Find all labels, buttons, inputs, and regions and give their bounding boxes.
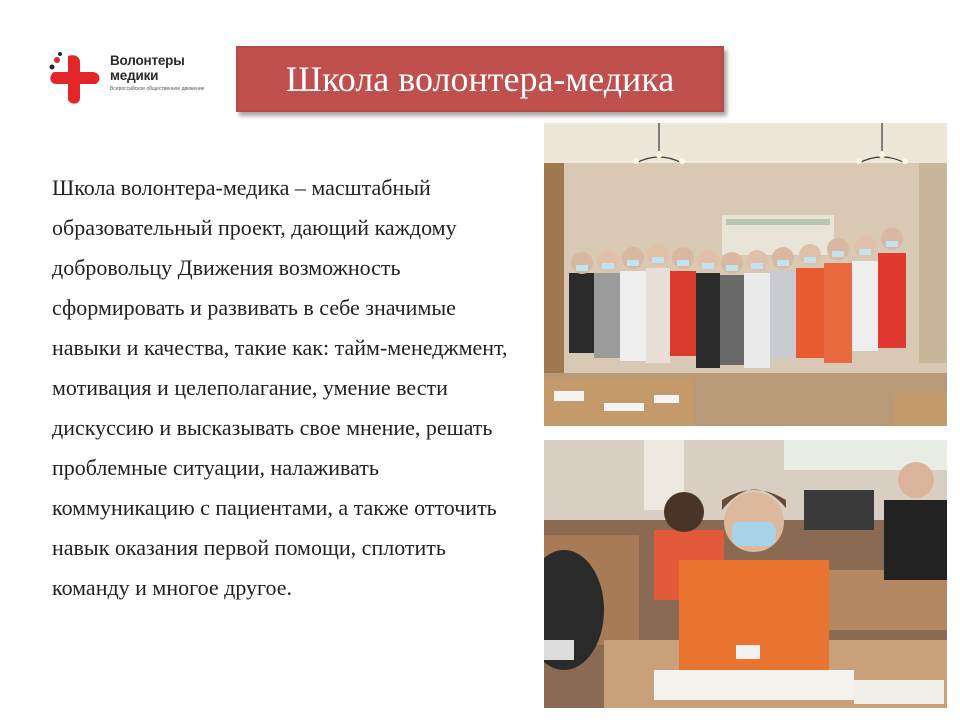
group-photo (544, 123, 947, 426)
logo-title-line1: Волонтеры (110, 53, 185, 68)
group-photo-image (544, 123, 947, 426)
classroom-photo (544, 440, 947, 708)
description-paragraph: Школа волонтера-медика – масштабный образовательный проект, дающий каждому добровольцу Движения возможность сформировать и развивать в себе значимые навыки и качества, такие как: тайм-менеджмент, мотивация и целеполагание, умение вести дискуссию и высказывать свое мнение, решать проблемные ситуации, налаживать коммуникацию с пациентами, а также отточить навык оказания первой помощи, сплотить команду и многое другое. (52, 175, 508, 600)
logo-subtitle: Всероссийское общественное движение (110, 86, 205, 92)
red-cross-logo-icon (48, 50, 106, 106)
logo-title-line2: медики (110, 68, 159, 83)
logo-title (110, 53, 220, 83)
page-title: Школа волонтера-медика (285, 59, 675, 99)
organization-logo (48, 50, 218, 106)
title-banner (236, 46, 724, 112)
classroom-photo-image (544, 440, 947, 708)
